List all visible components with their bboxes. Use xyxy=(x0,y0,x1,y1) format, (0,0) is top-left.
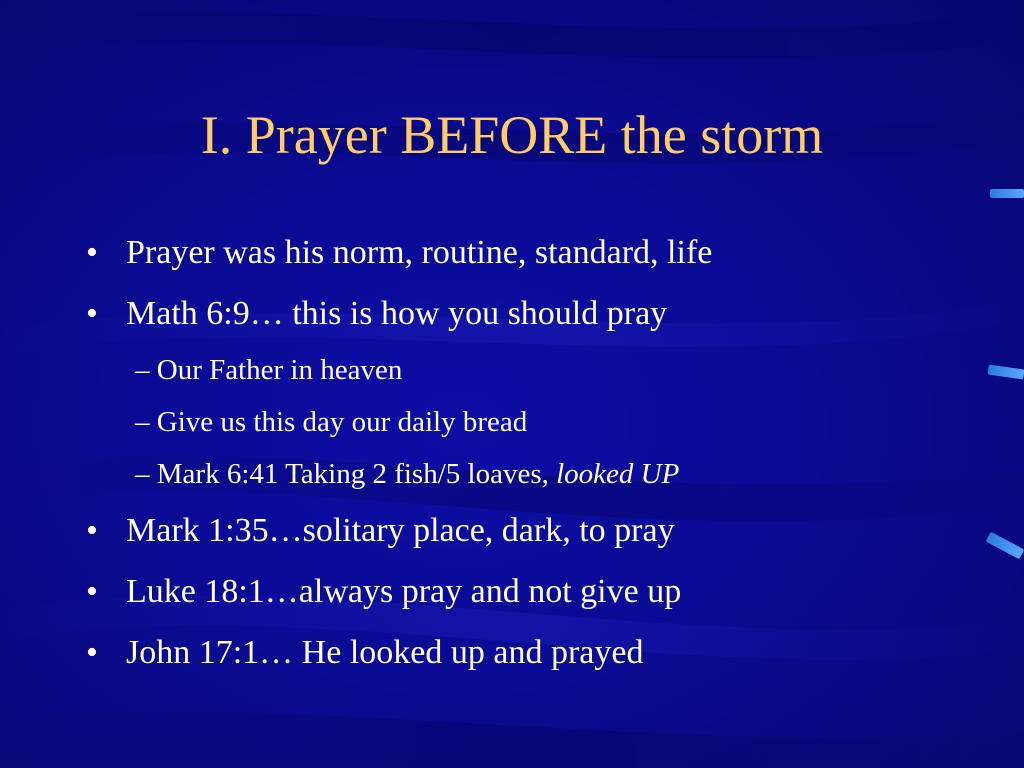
wave-band xyxy=(0,10,1024,59)
bullet-text: Mark 1:35…solitary place, dark, to pray xyxy=(126,512,675,549)
sub-bullet-item xyxy=(80,448,980,500)
wave-band xyxy=(0,712,1024,768)
sub-bullet-emphasis: looked UP xyxy=(556,458,680,490)
bullet-text: Luke 18:1…always pray and not give up xyxy=(126,573,682,610)
sub-bullet-glyph: – xyxy=(135,354,150,386)
sub-bullet-text: Mark 6:41 Taking 2 fish/5 loaves, xyxy=(156,458,557,490)
sub-bullet-item xyxy=(80,344,980,396)
bullet-list xyxy=(80,222,980,683)
bullet-item xyxy=(80,622,980,683)
bullet-text: John 17:1… He looked up and prayed xyxy=(126,634,644,671)
sub-bullet-glyph: – xyxy=(135,458,150,490)
bullet-text: Math 6:9… this is how you should pray xyxy=(126,295,668,332)
bullet-item xyxy=(80,500,980,561)
slide-title: I. Prayer BEFORE the storm xyxy=(200,105,824,165)
bullet-glyph: • xyxy=(86,295,98,332)
bullet-item xyxy=(80,222,980,283)
bullet-glyph: • xyxy=(86,634,98,671)
edge-accent-mark xyxy=(990,189,1024,198)
bullet-text: Prayer was his norm, routine, standard, life xyxy=(126,234,713,271)
sub-bullet-item xyxy=(80,396,980,448)
sub-bullet-text: Our Father in heaven xyxy=(156,354,403,386)
bullet-item xyxy=(80,561,980,622)
bullet-glyph: • xyxy=(86,234,98,271)
sub-bullet-text: Give us this day our daily bread xyxy=(156,406,528,438)
bullet-item xyxy=(80,283,980,344)
sub-bullet-glyph: – xyxy=(135,406,150,438)
bullet-glyph: • xyxy=(86,512,98,549)
bullet-glyph: • xyxy=(86,573,98,610)
